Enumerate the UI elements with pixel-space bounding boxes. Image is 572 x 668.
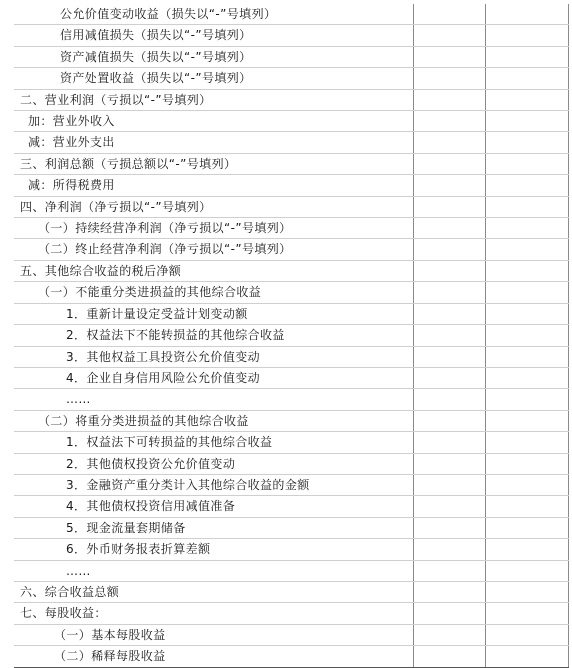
table-row [14, 325, 568, 346]
current-period-amount-cell [413, 68, 485, 89]
prior-period-amount-cell [485, 453, 568, 474]
table-row [14, 68, 568, 89]
current-period-amount-cell [413, 539, 485, 560]
current-period-amount-cell [413, 218, 485, 239]
current-period-amount-cell [413, 25, 485, 46]
table-row [14, 260, 568, 281]
current-period-amount-cell [413, 346, 485, 367]
table-row [14, 153, 568, 174]
table-row [14, 89, 568, 110]
current-period-amount-cell [413, 175, 485, 196]
current-period-amount-cell [413, 432, 485, 453]
prior-period-amount-cell [485, 282, 568, 303]
prior-period-amount-cell [485, 25, 568, 46]
prior-period-amount-cell [485, 218, 568, 239]
line-item-label: 减：所得税费用 [14, 175, 413, 196]
prior-period-amount-cell [485, 68, 568, 89]
line-item-label: 公允价值变动收益（损失以“-”号填列） [14, 4, 413, 25]
line-item-label: 4．企业自身信用风险公允价值变动 [14, 367, 413, 388]
line-item-label: …… [14, 389, 413, 410]
line-item-label: 2．其他债权投资公允价值变动 [14, 453, 413, 474]
prior-period-amount-cell [485, 196, 568, 217]
prior-period-amount-cell [485, 239, 568, 260]
prior-period-amount-cell [485, 46, 568, 67]
table-row [14, 303, 568, 324]
current-period-amount-cell [413, 303, 485, 324]
table-row [14, 239, 568, 260]
line-item-label: （二）终止经营净利润（净亏损以“-”号填列） [14, 239, 413, 260]
current-period-amount-cell [413, 389, 485, 410]
prior-period-amount-cell [485, 89, 568, 110]
line-item-label: 二、营业利润（亏损以“-”号填列） [14, 89, 413, 110]
line-item-label: （二）将重分类进损益的其他综合收益 [14, 410, 413, 431]
table-row [14, 25, 568, 46]
income-statement-table [14, 4, 569, 668]
prior-period-amount-cell [485, 603, 568, 624]
table-row [14, 517, 568, 538]
prior-period-amount-cell [485, 175, 568, 196]
prior-period-amount-cell [485, 560, 568, 581]
line-item-label: 减：营业外支出 [14, 132, 413, 153]
current-period-amount-cell [413, 581, 485, 602]
line-item-label: 加：营业外收入 [14, 111, 413, 132]
current-period-amount-cell [413, 282, 485, 303]
current-period-amount-cell [413, 367, 485, 388]
current-period-amount-cell [413, 153, 485, 174]
current-period-amount-cell [413, 517, 485, 538]
prior-period-amount-cell [485, 517, 568, 538]
line-item-label: …… [14, 560, 413, 581]
table-row [14, 175, 568, 196]
current-period-amount-cell [413, 410, 485, 431]
prior-period-amount-cell [485, 132, 568, 153]
current-period-amount-cell [413, 560, 485, 581]
current-period-amount-cell [413, 474, 485, 495]
prior-period-amount-cell [485, 346, 568, 367]
prior-period-amount-cell [485, 646, 568, 667]
prior-period-amount-cell [485, 325, 568, 346]
line-item-label: 资产处置收益（损失以“-”号填列） [14, 68, 413, 89]
prior-period-amount-cell [485, 474, 568, 495]
line-item-label: 1．权益法下可转损益的其他综合收益 [14, 432, 413, 453]
table-row [14, 132, 568, 153]
line-item-label: 4．其他债权投资信用减值准备 [14, 496, 413, 517]
prior-period-amount-cell [485, 153, 568, 174]
current-period-amount-cell [413, 603, 485, 624]
table-row [14, 410, 568, 431]
prior-period-amount-cell [485, 581, 568, 602]
prior-period-amount-cell [485, 496, 568, 517]
line-item-label: 1．重新计量设定受益计划变动额 [14, 303, 413, 324]
current-period-amount-cell [413, 46, 485, 67]
line-item-label: 2．权益法下不能转损益的其他综合收益 [14, 325, 413, 346]
prior-period-amount-cell [485, 260, 568, 281]
line-item-label: 五、其他综合收益的税后净额 [14, 260, 413, 281]
table-row [14, 603, 568, 624]
table-row [14, 539, 568, 560]
table-row [14, 453, 568, 474]
line-item-label: （一）基本每股收益 [14, 624, 413, 645]
line-item-label: 四、净利润（净亏损以“-”号填列） [14, 196, 413, 217]
table-row [14, 4, 568, 25]
line-item-label: 资产减值损失（损失以“-”号填列） [14, 46, 413, 67]
line-item-label: 3．其他权益工具投资公允价值变动 [14, 346, 413, 367]
prior-period-amount-cell [485, 624, 568, 645]
current-period-amount-cell [413, 260, 485, 281]
current-period-amount-cell [413, 89, 485, 110]
current-period-amount-cell [413, 111, 485, 132]
table-row [14, 111, 568, 132]
prior-period-amount-cell [485, 111, 568, 132]
line-item-label: （二）稀释每股收益 [14, 646, 413, 667]
current-period-amount-cell [413, 496, 485, 517]
line-item-label: 6．外币财务报表折算差额 [14, 539, 413, 560]
table-row [14, 46, 568, 67]
table-row [14, 432, 568, 453]
table-row [14, 646, 568, 667]
current-period-amount-cell [413, 453, 485, 474]
prior-period-amount-cell [485, 303, 568, 324]
current-period-amount-cell [413, 624, 485, 645]
prior-period-amount-cell [485, 367, 568, 388]
table-row [14, 218, 568, 239]
line-item-label: 六、综合收益总额 [14, 581, 413, 602]
prior-period-amount-cell [485, 432, 568, 453]
table-row [14, 496, 568, 517]
table-row [14, 581, 568, 602]
table-row [14, 367, 568, 388]
line-item-label: （一）持续经营净利润（净亏损以“-”号填列） [14, 218, 413, 239]
prior-period-amount-cell [485, 539, 568, 560]
current-period-amount-cell [413, 239, 485, 260]
table-row [14, 474, 568, 495]
table-row [14, 624, 568, 645]
current-period-amount-cell [413, 132, 485, 153]
income-statement-body [14, 4, 568, 667]
current-period-amount-cell [413, 196, 485, 217]
table-row [14, 560, 568, 581]
table-row [14, 389, 568, 410]
current-period-amount-cell [413, 646, 485, 667]
table-row [14, 346, 568, 367]
prior-period-amount-cell [485, 4, 568, 25]
table-row [14, 196, 568, 217]
prior-period-amount-cell [485, 389, 568, 410]
line-item-label: （一）不能重分类进损益的其他综合收益 [14, 282, 413, 303]
line-item-label: 3．金融资产重分类计入其他综合收益的金额 [14, 474, 413, 495]
current-period-amount-cell [413, 4, 485, 25]
line-item-label: 七、每股收益： [14, 603, 413, 624]
table-row [14, 282, 568, 303]
current-period-amount-cell [413, 325, 485, 346]
prior-period-amount-cell [485, 410, 568, 431]
line-item-label: 三、利润总额（亏损总额以“-”号填列） [14, 153, 413, 174]
line-item-label: 5．现金流量套期储备 [14, 517, 413, 538]
line-item-label: 信用减值损失（损失以“-”号填列） [14, 25, 413, 46]
